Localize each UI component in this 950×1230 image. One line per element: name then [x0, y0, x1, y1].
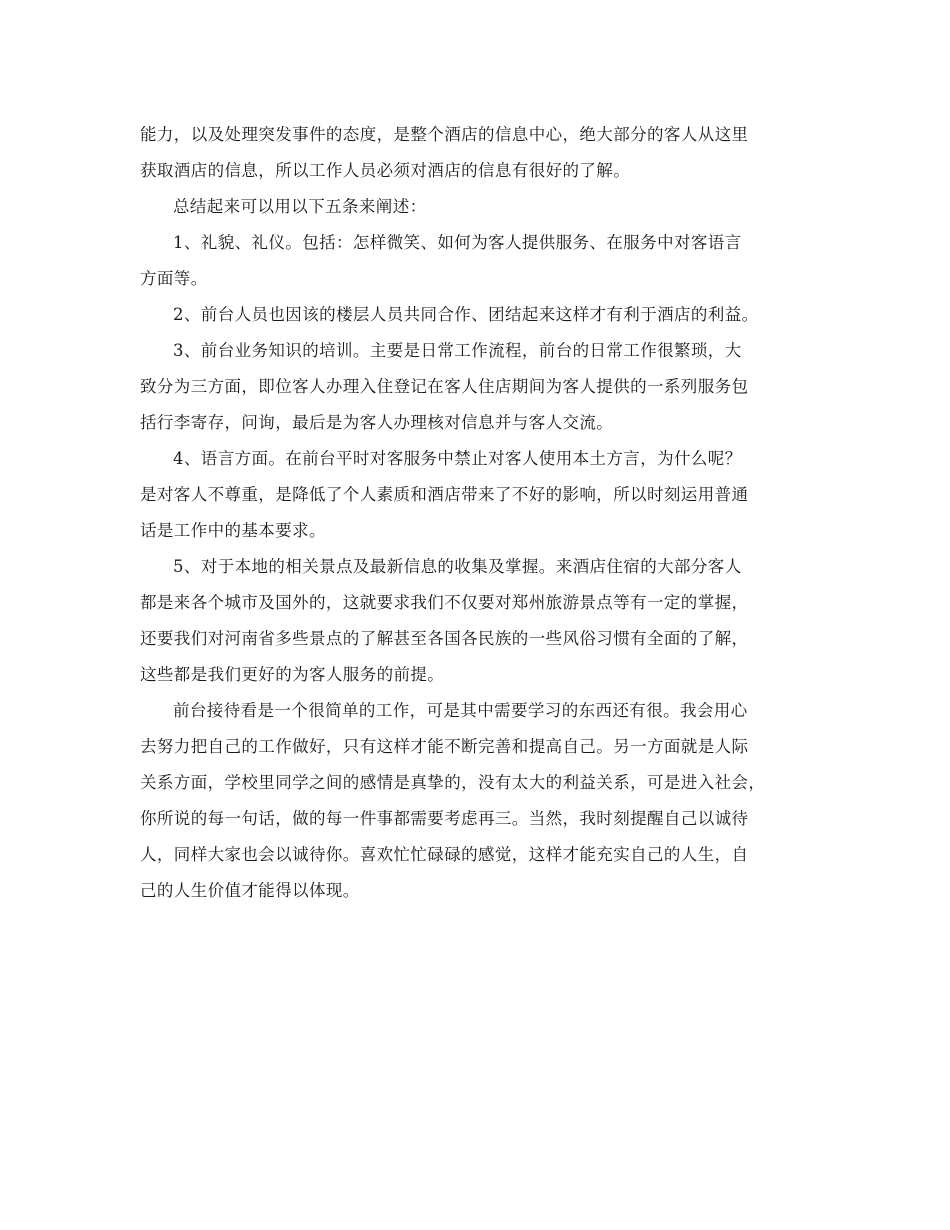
text-line: 能力，以及处理突发事件的态度，是整个酒店的信息中心，绝大部分的客人从这里 [140, 125, 749, 144]
text-line: 方面等。 [140, 269, 208, 288]
text-line: 去努力把自己的工作做好，只有这样才能不断完善和提高自己。另一方面就是人际 [140, 737, 749, 756]
text-line: 4、语言方面。在前台平时对客服务中禁止对客人使用本土方言，为什么呢？ [173, 449, 742, 468]
text-line: 己的人生价值才能得以体现。 [140, 881, 360, 900]
text-line: 是对客人不尊重，是降低了个人素质和酒店带来了不好的影响，所以时刻运用普通 [140, 485, 749, 504]
text-line: 3、前台业务知识的培训。主要是日常工作流程，前台的日常工作很繁琐，大 [173, 341, 742, 360]
text-line: 人，同样大家也会以诚待你。喜欢忙忙碌碌的感觉，这样才能充实自己的人生，自 [140, 845, 749, 864]
document-body [140, 117, 810, 909]
text-line: 话是工作中的基本要求。 [140, 521, 326, 540]
text-line: 致分为三方面，即位客人办理入住登记在客人住店期间为客人提供的一系列服务包 [140, 377, 749, 396]
text-line: 5、对于本地的相关景点及最新信息的收集及掌握。来酒店住宿的大部分客人 [173, 557, 742, 576]
text-line: 1、礼貌、礼仪。包括：怎样微笑、如何为客人提供服务、在服务中对客语言 [173, 233, 742, 252]
text-line: 2、前台人员也因该的楼层人员共同合作、团结起来这样才有利于酒店的利益。 [173, 305, 759, 324]
text-line: 你所说的每一句话，做的每一件事都需要考虑再三。当然，我时刻提醒自己以诚待 [140, 809, 749, 828]
text-line: 获取酒店的信息，所以工作人员必须对酒店的信息有很好的了解。 [140, 161, 631, 180]
text-line: 前台接待看是一个很简单的工作，可是其中需要学习的东西还有很。我会用心 [173, 701, 748, 720]
text-line: 还要我们对河南省多些景点的了解甚至各国各民族的一些风俗习惯有全面的了解， [140, 629, 749, 648]
text-line: 括行李寄存，问询，最后是为客人办理核对信息并与客人交流。 [140, 413, 614, 432]
text-line: 关系方面，学校里同学之间的感情是真挚的，没有太大的利益关系，可是进入社会， [140, 773, 766, 792]
text-line: 总结起来可以用以下五条来阐述： [173, 197, 427, 216]
text-line: 都是来各个城市及国外的，这就要求我们不仅要对郑州旅游景点等有一定的掌握， [140, 593, 749, 612]
text-line: 这些都是我们更好的为客人服务的前提。 [140, 665, 445, 684]
